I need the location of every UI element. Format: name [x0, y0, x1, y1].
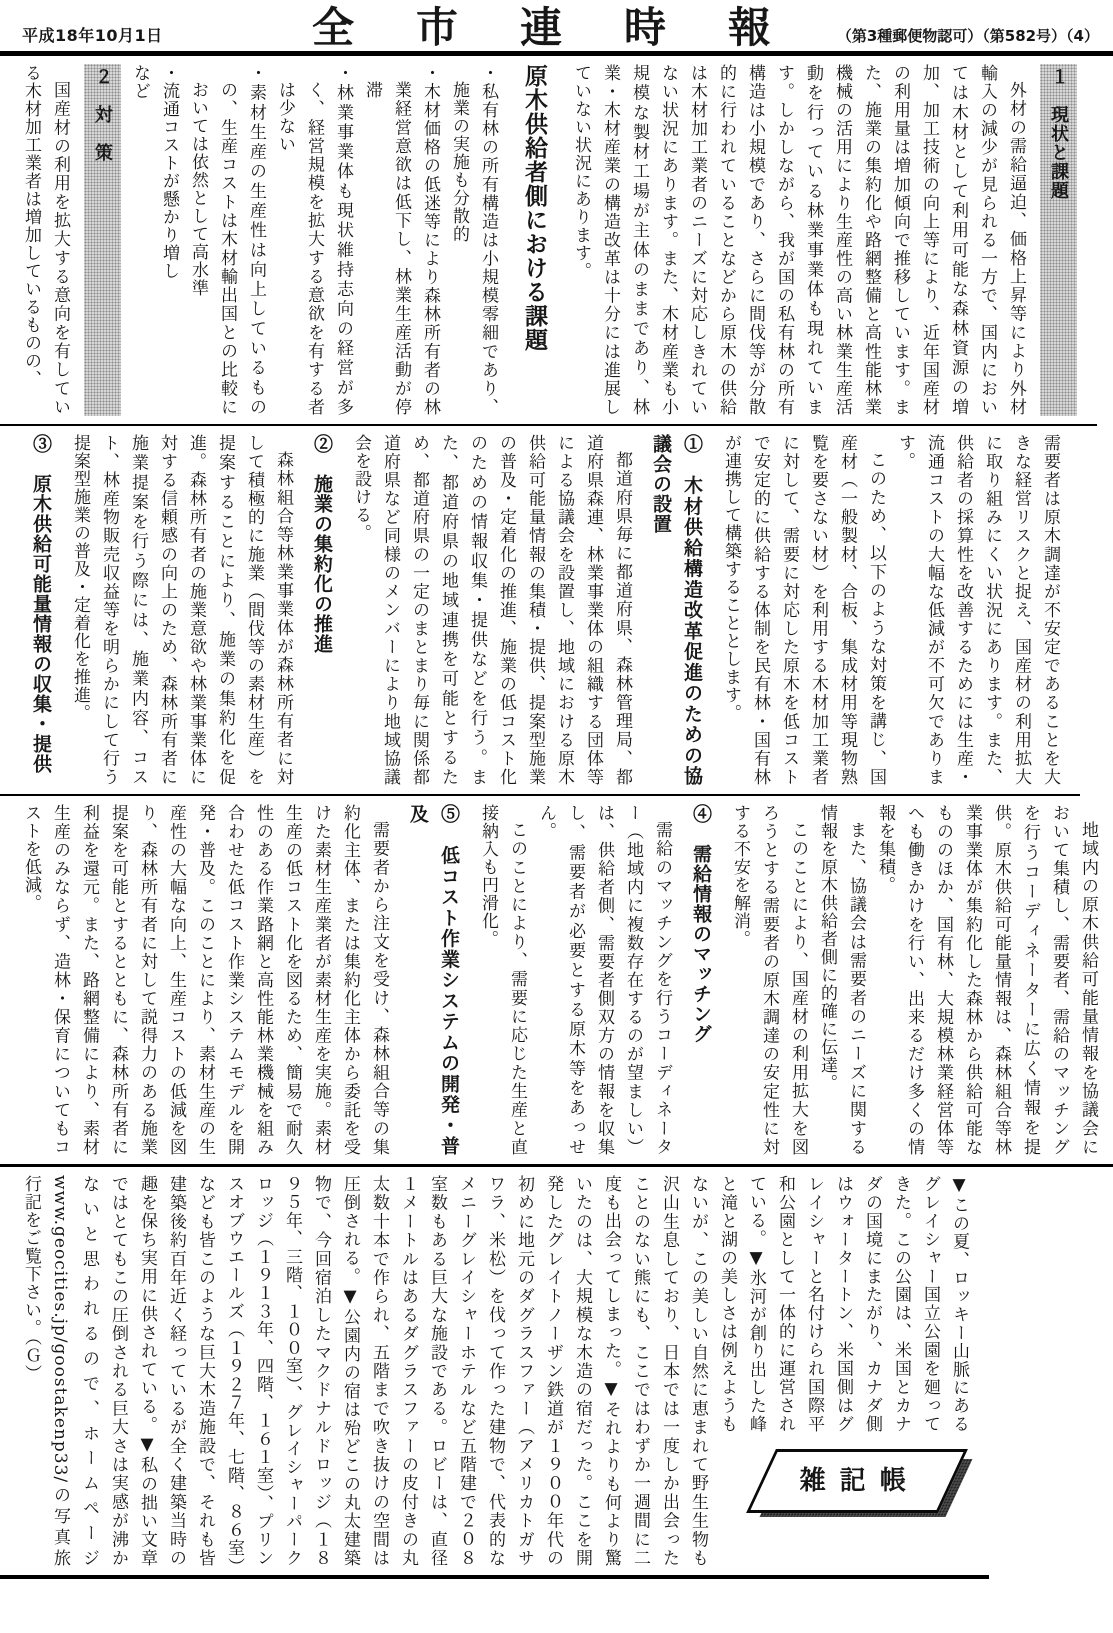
- heading-4-supply-demand-matching: ④ 需給情報のマッチング: [690, 804, 712, 1044]
- paragraph-demand-risk: 需要者は原木調達が不安定であることを大きな経営リスクと捉え、国産材の利用拡大に取り組みにくい状況にあります。また、供給者の採算性を改善するためには生産・流通コストの大幅な低減が不可欠であります。: [895, 434, 1060, 786]
- bullet-list-suffix: など: [130, 64, 150, 100]
- section-1-heading: １ 現状と課題: [1040, 64, 1077, 416]
- paragraph-countermeasures-intro: 国産材の利用を拡大する意向を有している木材加工業者は増加しているものの、: [21, 64, 70, 416]
- paragraph-current-status: 外材の需給逼迫、価格上昇等により外材輸入の減少が見られる一方で、国内においては木材として利用可能な森林資源の増加、加工技術の向上等により、近年国産材の利用量は増加傾向で推移しています。また、施業の集約化や路網整備と高性能林業機械の活用により生産性の高い林業生産活動を行っている林業事業体も現れています。しかしながら、我が国の私有林の所有構造は小規模であり、さらに間伐等が分散的に行われていることなどから原木の供給は木材加工業者のニーズに対応しきれていない状況にあります。また、木材産業も小規模な製材工場が主体のままであり、林業・木材産業の構造改革は十分には進展していない状況にあります。: [571, 64, 1026, 416]
- heading-3-supply-volume-info: ③ 原木供給可能量情報の収集・提供: [30, 434, 52, 774]
- paragraph-supply-info-collection: 地域内の原木供給可能量情報を協議会において集積し、需要者、需給のマッチングを行うコーディネーターに広く情報を提供。原木供給可能量情報は、森林組合等林業事業体が集約化した森林から供給可能なもののほか、国有林、大規模林業経営体等へも働きかけを行い、出来るだけ多くの情報を集積。: [875, 804, 1098, 1156]
- section-2-heading: ２ 対 策: [84, 64, 121, 416]
- issue-date: 平成18年10月1日: [22, 26, 163, 45]
- paragraph-measures-overview: このため、以下のような対策を講じ、国産材（一般製材、合板、集成材用等現物熟覧を要さない材）を利用する木材加工業者に対して、需要に対応した原木を低コストで安定的に供給する体制を民有林・国有林が連携して構築することとします。: [721, 434, 886, 786]
- paragraph-council-detail: 都道府県毎に都道府県、森林管理局、都道府県森連、林業事業体の組織する団体等による協議会を設置し、地域における原木供給可能量情報の集積・提供、提案型施業の普及・定着化の推進、施業の低コスト化のための情報収集・提供などを行う。また、都道府県の地域連携を可能とするため、都道府県の一定のまとまり毎に関係都道府県など同様のメンバーにより地域協議会を設ける。: [351, 434, 632, 786]
- section-countermeasures: [0, 426, 1080, 796]
- heading-5-low-cost-system: ⑤ 低コスト作業システムの開発・普及: [407, 804, 460, 1156]
- heading-2-operation-consolidation: ② 施業の集約化の推進: [311, 434, 333, 654]
- zakkicho-box-frame: [746, 1449, 968, 1513]
- issue-info: （第3種郵便物認可）（第582号）（4）: [836, 27, 1099, 45]
- section-zakkicho-column: [0, 1167, 989, 1579]
- bullet-item: ・木材価格の低迷等により森林所有者の林業経営意欲は低下し、林業生産活動が停滞: [362, 64, 440, 416]
- bullet-item: ・林業事業体も現状維持志向の経営が多く、経営規模を拡大する意欲を有する者は少ない: [275, 64, 353, 416]
- masthead: [0, 0, 1113, 56]
- zakkicho-title-box: [733, 1433, 973, 1567]
- paragraph-low-cost-detail: 需要者から注文を受け、森林組合等の集約化主体、または集約化主体から委託を受けた素材生産業者が素材生産を実施。素材生産の低コスト化を図るため、簡易で耐久性のある作業路網と高性能林業機械を組み合わせた低コスト作業システムモデルを開発・普及。このことにより、素材生産の生産性の大幅な向上、生産コストの低減を図り、森林所有者に対して説得力のある施業提案を可能とするとともに、森林所有者に利益を還元。また、路網整備により、素材生産のみならず、造林・保育についてもコストを低減。: [21, 804, 389, 1156]
- paragraph-anxiety-resolution: このことにより、国産材の利用拡大を図ろうとする需要者の原木調達の安定性に対する不安を解消。: [730, 804, 808, 1156]
- newspaper-title: 全市連時報: [311, 3, 833, 52]
- section-current-status-and-issues: [0, 56, 1097, 426]
- paragraph-coordinator: 需給のマッチングを行うコーディネーター（地域内に複数存在するのが望ましい）は、供給者側、需要者側双方の情報を収集し、需要者が必要とする原木等をあっせん。: [536, 804, 672, 1156]
- section-matching-and-low-cost: [0, 796, 1113, 1167]
- paragraph-direct-delivery: このことにより、需要に応じた生産と直接納入も円滑化。: [478, 804, 527, 1156]
- bullet-item: ・素材生産の生産性は向上しているものの、生産コストは木材輸出国との比較においては依然として高水準: [188, 64, 266, 416]
- subheading-supplier-issues: 原木供給者側における課題: [521, 64, 548, 352]
- heading-1-council-establishment: ① 木材供給構造改革促進のための協議会の設置: [650, 434, 703, 786]
- paragraph-consolidation-detail: 森林組合等林業事業体が森林所有者に対して積極的に施業（間伐等の素材生産）を提案することにより、施業の集約化を促進。森林所有者の施業意欲や林業事業体に対する信頼感の向上のため、森林所有者に施業提案を行う際には、施業内容、コスト、林産物販売収益等を明らかにして行う提案型施業の普及・定着化を推進。: [70, 434, 293, 786]
- paragraph-zakkicho-essay: ▼この夏、ロッキー山脈にあるグレイシャー国立公園を廻ってきた。この公園は、米国とカナダの国境にまたがり、カナダ側はウォータートン、米国側はグレイシャーと名付けられ国際平和公園として一体的に運営されている。▼氷河が創り出した峰と滝と湖の美しさは例えようもないが、この美しい自然に恵まれて野生生物も沢山生息しており、日本では一度しか出会ったことのない熊にも、ここではわずか一週間に二度も出会ってしまった。▼それよりも何より驚いたのは、大規模な木造の宿だった。ここを開発したグレイトノーザン鉄道が１９００年代の初めに地元のダグラスファー（アメリカトガサワラ、米松）を伐って作った建物で、代表的なメニーグレイシャーホテルなど五階建で２０８室数もある巨大な施設である。ロビーは、直径１メートルはあるダグラスファーの皮付きの丸太数十本で作られ、五階まで吹き抜けの空間は圧倒される。▼公園内の宿は殆どこの丸太建築物で、今回宿泊したマクドナルドロッジ（１８９５年、三階、１００室）、グレイシャーパークロッジ（１９１３年、四階、１６１室）、プリンスオブウエールズ（１９２７年、七階、８６室）なども皆このような巨大木造施設で、それも皆建築後約百年近く経っているが全く建築当時の趣を保ち実用に供されている。▼私の拙い文章ではとてもこの圧倒される巨大さは実感が沸かないと思われるので、ホームページwww.geocities.jp/goostakenp33/の写真旅行記をご覧下さい。（Ｇ）: [21, 1175, 969, 1567]
- zakkicho-title: 雑記帳: [800, 1465, 921, 1496]
- paragraph-needs-transmission: また、協議会は需要者のニーズに関する情報を原木供給者側に的確に伝達。: [817, 804, 866, 1156]
- bullet-item: ・私有林の所有構造は小規模零細であり、施業の実施も分散的: [449, 64, 498, 416]
- bullet-item: ・流通コストが懸かり増し: [159, 64, 179, 280]
- zakkicho-title-box-inner: [733, 1433, 973, 1567]
